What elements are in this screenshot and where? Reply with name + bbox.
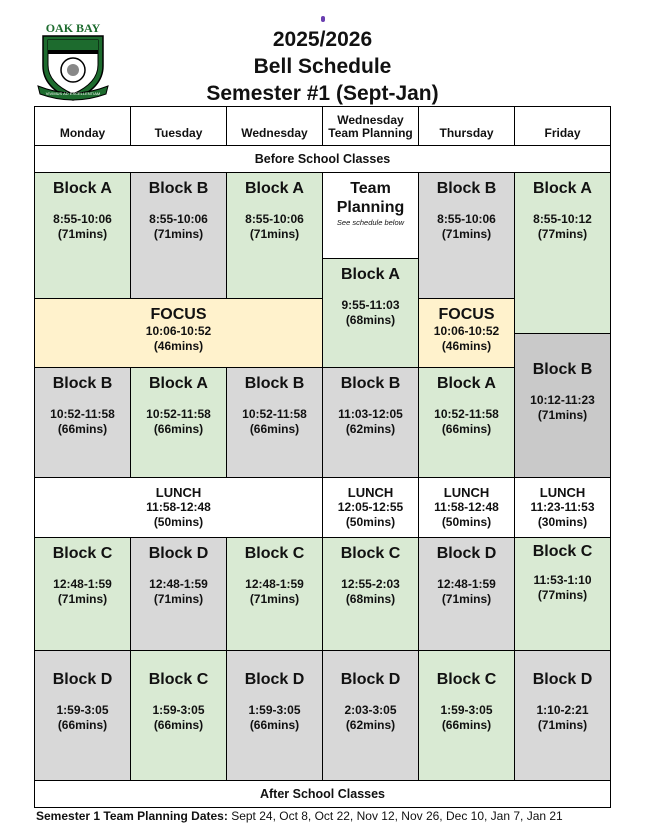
team-planning-block-2: Block B 11:03-12:05 (62mins) (322, 367, 419, 478)
day-header-friday: Friday (514, 106, 611, 146)
lunch-friday: LUNCH 11:23-11:53 (30mins) (514, 477, 611, 538)
monday-block-1: Block A 8:55-10:06 (71mins) (34, 172, 131, 299)
semester-title: Semester #1 (Sept-Jan) (206, 82, 439, 105)
wednesday-block-1: Block A 8:55-10:06 (71mins) (226, 172, 323, 299)
friday-block-2: Block B 10:12-11:23 (71mins) (514, 333, 611, 478)
focus-mon-tue-wed: FOCUS 10:06-10:52 (46mins) (34, 298, 323, 368)
after-school-classes: After School Classes (34, 780, 611, 808)
school-year: 2025/2026 (272, 28, 373, 51)
day-header-wednesday-team-planning: Wednesday Team Planning (322, 106, 419, 146)
thursday-block-3: Block D 12:48-1:59 (71mins) (418, 537, 515, 651)
monday-block-3: Block C 12:48-1:59 (71mins) (34, 537, 131, 651)
tuesday-block-3: Block D 12:48-1:59 (71mins) (130, 537, 227, 651)
wednesday-block-2: Block B 10:52-11:58 (66mins) (226, 367, 323, 478)
team-planning-dates-label: Semester 1 Team Planning Dates: (36, 809, 228, 823)
team-planning-block-3: Block C 12:55-2:03 (68mins) (322, 537, 419, 651)
team-planning-dates-list: Sept 24, Oct 8, Oct 22, Nov 12, Nov 26, Dec 10, Jan 7, Jan 21 (231, 809, 563, 823)
day-header-tuesday: Tuesday (130, 106, 227, 146)
monday-block-4: Block D 1:59-3:05 (66mins) (34, 650, 131, 781)
day-header-wednesday: Wednesday (226, 106, 323, 146)
thursday-block-2: Block A 10:52-11:58 (66mins) (418, 367, 515, 478)
monday-block-2: Block B 10:52-11:58 (66mins) (34, 367, 131, 478)
team-planning-block-1: Block A 9:55-11:03 (68mins) (322, 258, 419, 368)
before-school-classes: Before School Classes (34, 145, 611, 173)
team-planning-dates (36, 809, 563, 823)
lunch-thursday: LUNCH 11:58-12:48 (50mins) (418, 477, 515, 538)
bell-schedule-table (34, 106, 611, 808)
wednesday-block-4: Block D 1:59-3:05 (66mins) (226, 650, 323, 781)
tuesday-block-2: Block A 10:52-11:58 (66mins) (130, 367, 227, 478)
friday-block-1: Block A 8:55-10:12 (77mins) (514, 172, 611, 334)
tuesday-block-4: Block C 1:59-3:05 (66mins) (130, 650, 227, 781)
team-planning-cell: Team Planning See schedule below (322, 172, 419, 259)
team-planning-block-4: Block D 2:03-3:05 (62mins) (322, 650, 419, 781)
focus-thursday: FOCUS 10:06-10:52 (46mins) (418, 298, 515, 368)
day-header-thursday: Thursday (418, 106, 515, 146)
marker-dot (321, 16, 325, 22)
lunch-team-planning: LUNCH 12:05-12:55 (50mins) (322, 477, 419, 538)
lunch-mon-tue-wed: LUNCH 11:58-12:48 (50mins) (34, 477, 323, 538)
wednesday-block-3: Block C 12:48-1:59 (71mins) (226, 537, 323, 651)
schedule-title: Bell Schedule (253, 55, 392, 78)
friday-block-4: Block D 1:10-2:21 (71mins) (514, 650, 611, 781)
thursday-block-4: Block C 1:59-3:05 (66mins) (418, 650, 515, 781)
svg-text:VIVIMUS AD EXCELLENTIAM: VIVIMUS AD EXCELLENTIAM (45, 91, 101, 96)
day-header-monday: Monday (34, 106, 131, 146)
thursday-block-1: Block B 8:55-10:06 (71mins) (418, 172, 515, 299)
tuesday-block-1: Block B 8:55-10:06 (71mins) (130, 172, 227, 299)
school-crest-logo (34, 20, 112, 104)
svg-text:OAK BAY: OAK BAY (45, 21, 101, 35)
friday-block-3: Block C 11:53-1:10 (77mins) (514, 537, 611, 651)
